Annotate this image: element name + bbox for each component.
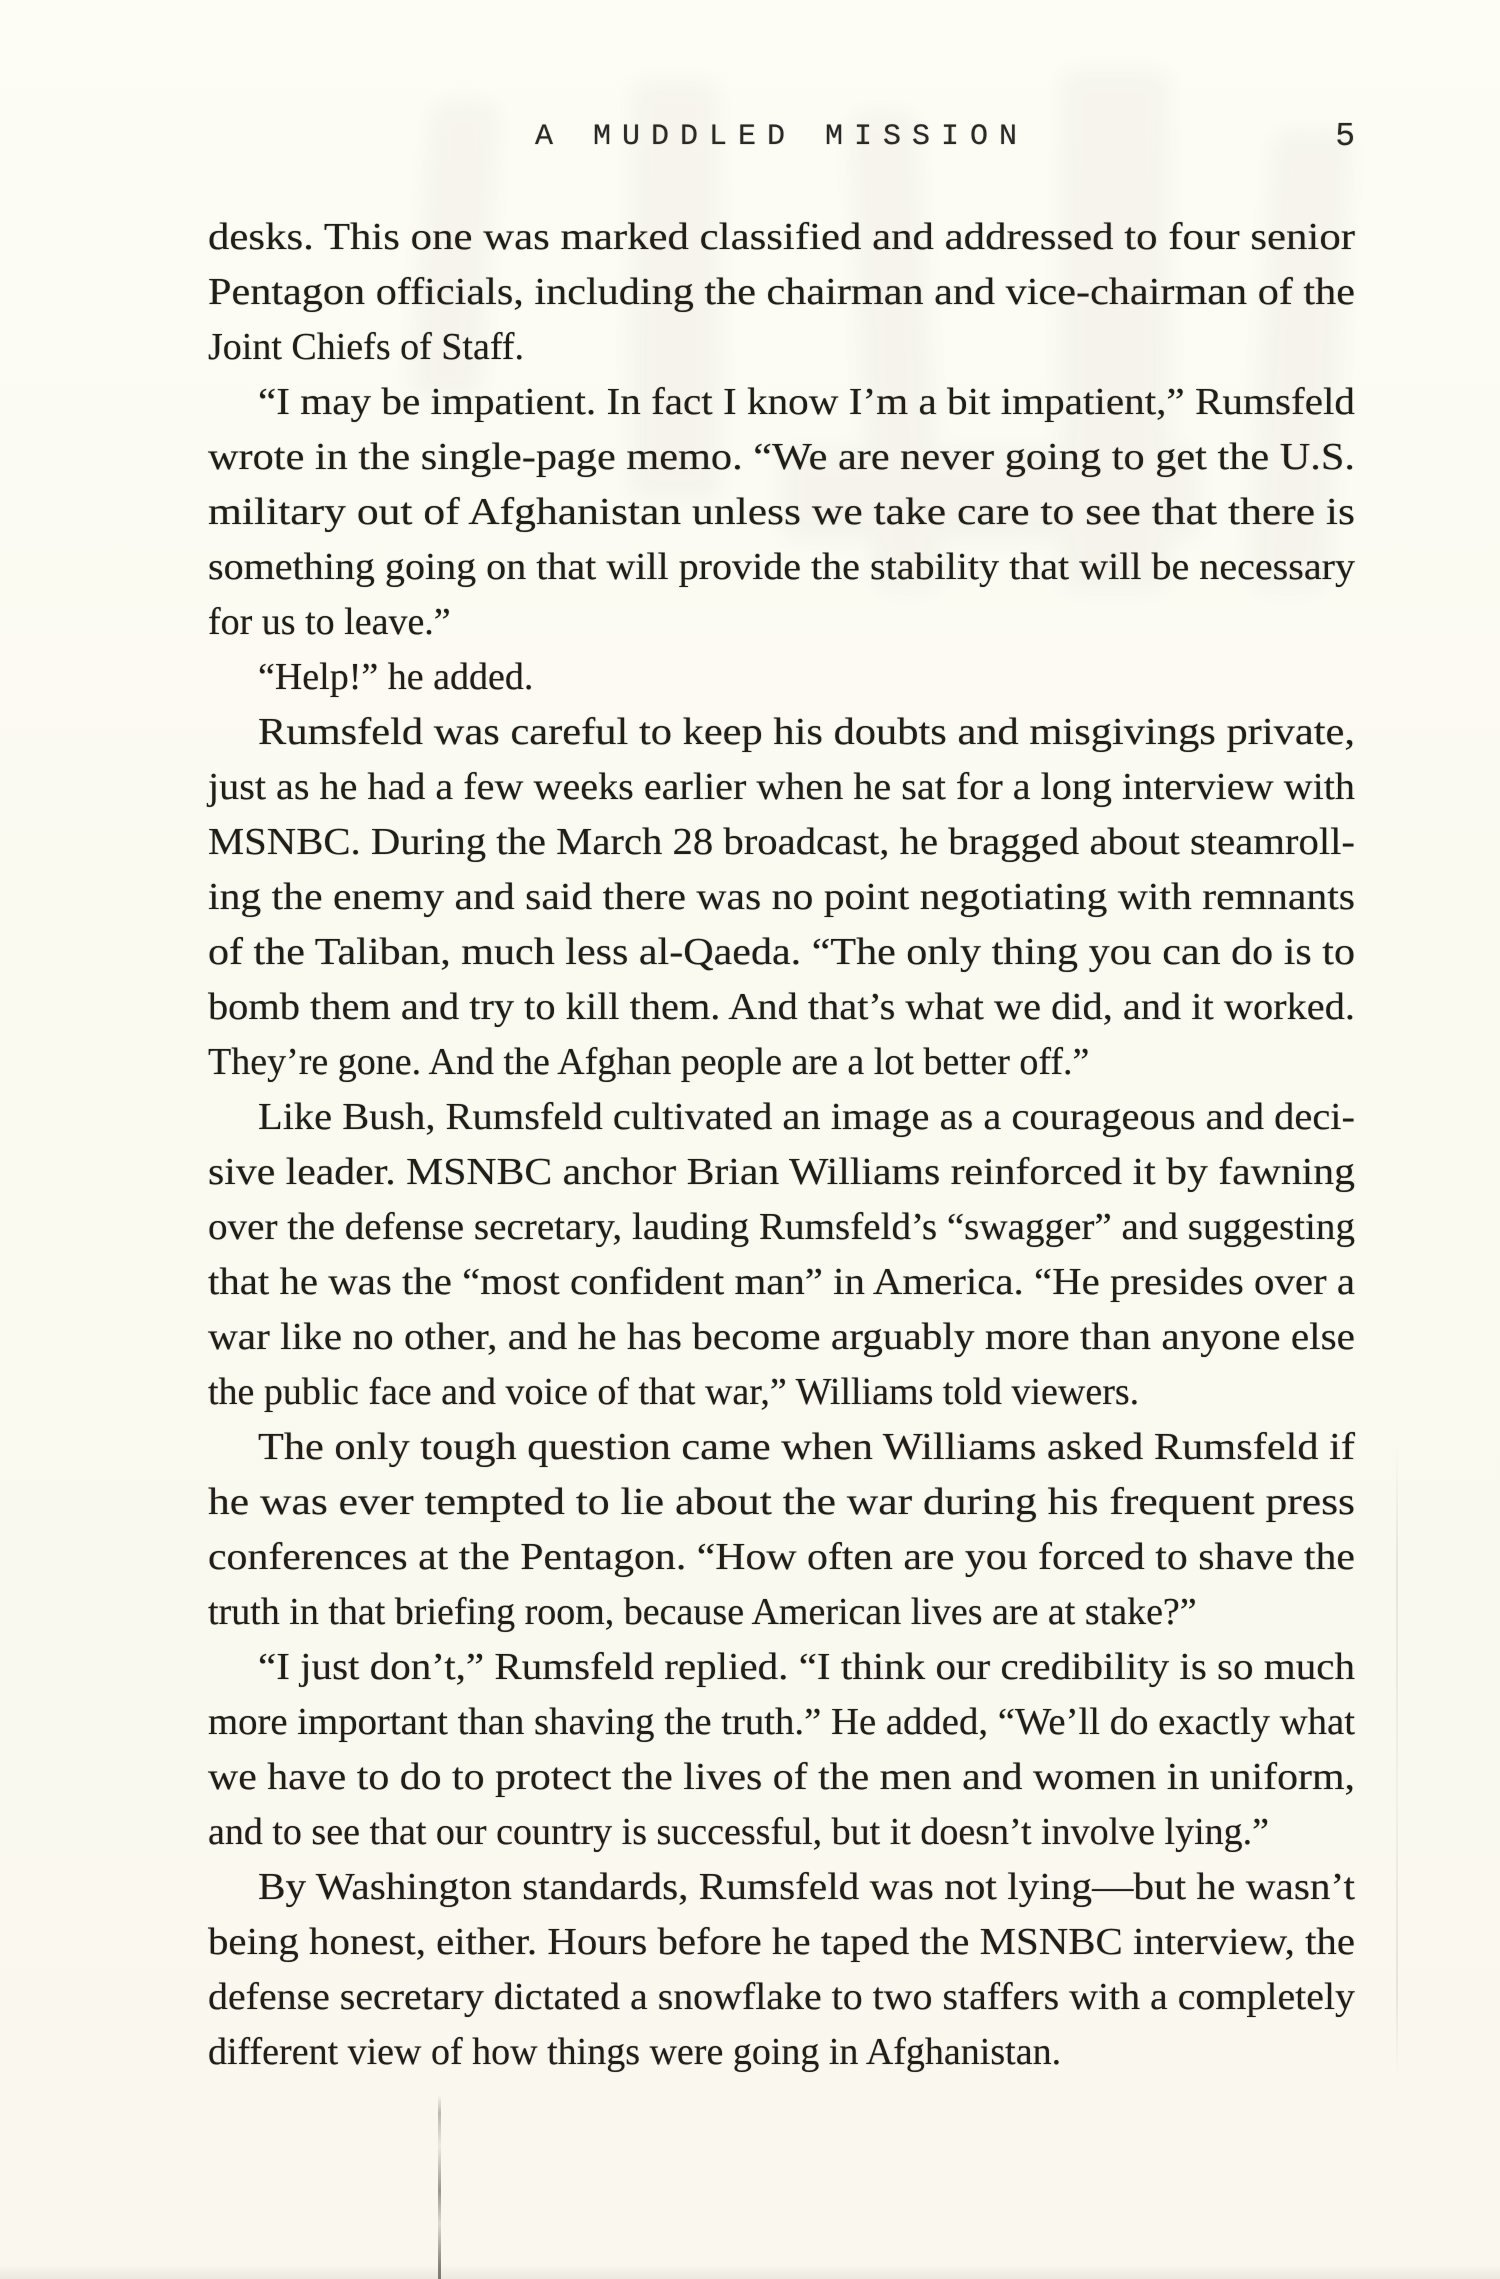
text-line-content: and to see that our country is successful, but it doesn’t involve lying.” [208, 1811, 1269, 1853]
text-line [208, 1860, 1355, 1915]
text-line-content: By Washington standards, Rumsfeld was not lying—but he wasn’t [258, 1866, 1355, 1908]
text-line-content: just as he had a few weeks earlier when he sat for a long interview with [208, 766, 1355, 808]
text-line-content: that he was the “most confident man” in America. “He presides over a [208, 1261, 1355, 1303]
text-line [208, 1035, 1355, 1090]
text-line [208, 210, 1355, 265]
text-line [208, 2025, 1355, 2080]
text-line-content: desks. This one was marked classified and addressed to four senior [208, 216, 1355, 258]
text-line [208, 1750, 1355, 1805]
running-header-title: A MUDDLED MISSION [534, 120, 1029, 154]
text-line-content: defense secretary dictated a snowflake to two staffers with a completely [208, 1976, 1355, 2018]
text-line [208, 1805, 1355, 1860]
text-line-content: he was ever tempted to lie about the war during his frequent press [208, 1481, 1355, 1523]
text-line [208, 1255, 1355, 1310]
text-line-content: Joint Chiefs of Staff. [208, 326, 524, 368]
text-line-content: of the Taliban, much less al-Qaeda. “The only thing you can do is to [208, 931, 1355, 973]
text-line [208, 760, 1355, 815]
text-line [208, 1585, 1355, 1640]
text-line-content: Pentagon officials, including the chairman and vice-chairman of the [208, 271, 1355, 313]
text-line-content: The only tough question came when Williams asked Rumsfeld if [258, 1426, 1355, 1468]
text-line [208, 1640, 1355, 1695]
text-line [208, 595, 1355, 650]
text-line [208, 430, 1355, 485]
text-line [208, 540, 1355, 595]
page-number: 5 [1335, 118, 1355, 155]
text-line-content: Rumsfeld was careful to keep his doubts and misgivings private, [258, 711, 1355, 753]
text-line-content: bomb them and try to kill them. And that’s what we did, and it worked. [208, 986, 1355, 1028]
text-line-content: different view of how things were going in Afghanistan. [208, 2031, 1062, 2073]
text-line [208, 980, 1355, 1035]
text-line-content: over the defense secretary, lauding Rumsfeld’s “swagger” and suggesting [208, 1206, 1355, 1248]
text-line-content: sive leader. MSNBC anchor Brian Williams reinforced it by fawning [208, 1151, 1355, 1193]
text-line-content: more important than shaving the truth.” He added, “We’ll do exactly what [208, 1701, 1355, 1743]
text-line [208, 320, 1355, 375]
text-line [208, 1365, 1355, 1420]
text-line-content: They’re gone. And the Afghan people are a lot better off.” [208, 1041, 1090, 1083]
text-line [208, 265, 1355, 320]
text-line [208, 1200, 1355, 1255]
text-line-content: something going on that will provide the stability that will be necessary [208, 546, 1355, 588]
text-line-content: military out of Afghanistan unless we take care to see that there is [208, 491, 1355, 533]
text-line [208, 815, 1355, 870]
text-line [208, 375, 1355, 430]
text-line-content: “I just don’t,” Rumsfeld replied. “I think our credibility is so much [258, 1646, 1355, 1688]
text-line-content: for us to leave.” [208, 601, 451, 643]
text-line-content: the public face and voice of that war,” Williams told viewers. [208, 1371, 1140, 1413]
text-line [208, 1145, 1355, 1200]
text-line [208, 1530, 1355, 1585]
text-line-content: war like no other, and he has become arguably more than anyone else [208, 1316, 1355, 1358]
text-line [208, 1090, 1355, 1145]
text-line [208, 1420, 1355, 1475]
page-header [208, 116, 1355, 158]
text-line-content: MSNBC. During the March 28 broadcast, he bragged about steamroll- [208, 821, 1355, 863]
text-line-content: “I may be impatient. In fact I know I’m a bit impatient,” Rumsfeld [258, 381, 1355, 423]
text-line [208, 650, 1355, 705]
scan-crease-line [1396, 1440, 1398, 2080]
text-line-content: being honest, either. Hours before he taped the MSNBC interview, the [208, 1921, 1355, 1963]
text-line-content: truth in that briefing room, because American lives are at stake?” [208, 1591, 1197, 1633]
text-line-content: “Help!” he added. [258, 656, 534, 698]
text-line [208, 870, 1355, 925]
text-line [208, 705, 1355, 760]
text-line [208, 1915, 1355, 1970]
text-line-content: we have to do to protect the lives of the men and women in uniform, [208, 1756, 1355, 1798]
text-line-content: wrote in the single-page memo. “We are never going to get the U.S. [208, 436, 1355, 478]
body-text [208, 210, 1355, 2080]
text-line [208, 1475, 1355, 1530]
text-line-content: Like Bush, Rumsfeld cultivated an image as a courageous and deci- [258, 1096, 1355, 1138]
text-line [208, 485, 1355, 540]
text-line [208, 1695, 1355, 1750]
text-line-content: ing the enemy and said there was no point negotiating with remnants [208, 876, 1355, 918]
text-line [208, 1970, 1355, 2025]
page-edge-shadow [0, 2265, 1500, 2279]
text-line [208, 925, 1355, 980]
scan-artifact-line [438, 2095, 441, 2279]
text-line [208, 1310, 1355, 1365]
text-line-content: conferences at the Pentagon. “How often are you forced to shave the [208, 1536, 1355, 1578]
